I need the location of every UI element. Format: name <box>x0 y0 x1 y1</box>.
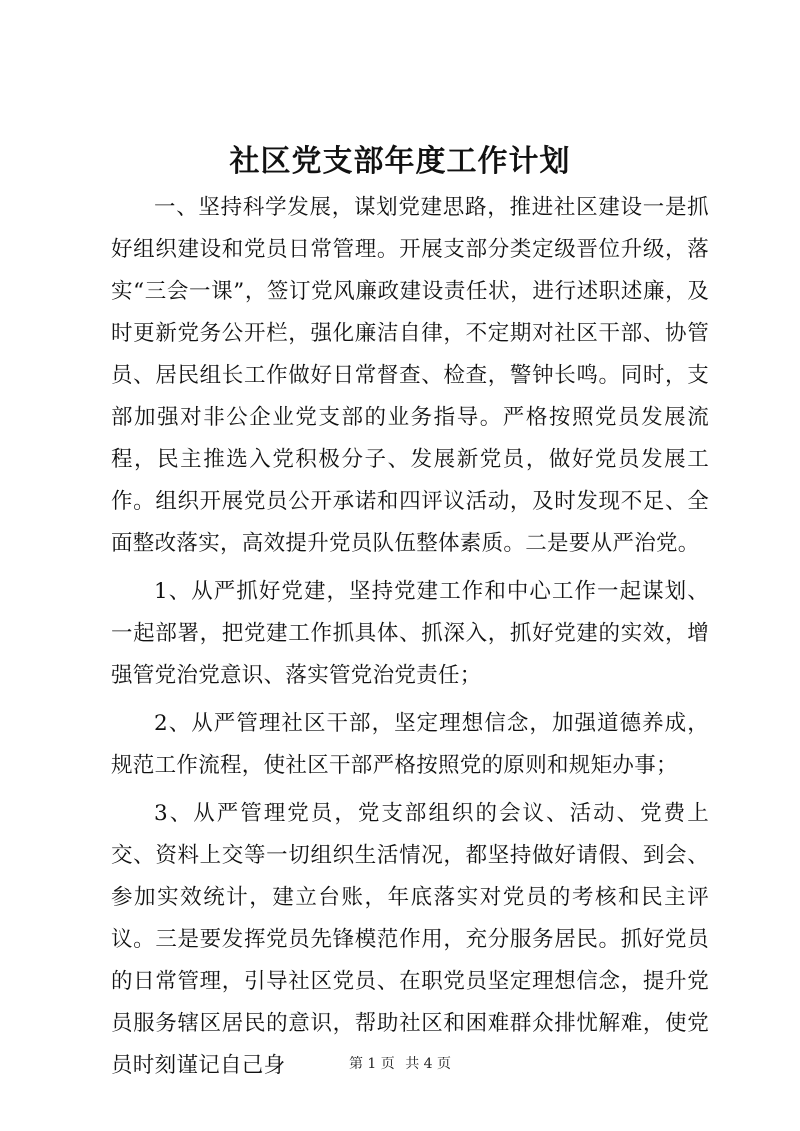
page-total: 共 4 页 <box>405 1056 452 1072</box>
document-body <box>111 187 709 1093</box>
page-footer <box>0 1054 800 1074</box>
page-number: 第 1 页 <box>348 1056 395 1072</box>
paragraph: 一、坚持科学发展，谋划党建思路，推进社区建设一是抓好组织建设和党员日常管理。开展支部分类定级晋位升级，落实“三会一课”，签订党风廉政建设责任状，进行述职述廉，及时更新党务公开栏，强化廉洁自律，不定期对社区干部、协管员、居民组长工作做好日常督查、检查，警钟长鸣。同时，支部加强对非公企业党支部的业务指导。严格按照党员发展流程，民主推选入党积极分子、发展新党员，做好党员发展工作。组织开展党员公开承诺和四评议活动，及时发现不足、全面整改落实，高效提升党员队伍整体素质。二是要从严治党。 <box>111 195 709 556</box>
paragraph: 3、从严管理党员，党支部组织的会议、活动、党费上交、资料上交等一切组织生活情况，都坚持做好请假、到会、参加实效统计，建立台账，年底落实对党员的考核和民主评议。三是要发挥党员先锋模范作用，充分服务居民。抓好党员的日常管理，引导社区党员、在职党员坚定理想信念，提升党员服务辖区居民的意识，帮助社区和困难群众排忧解难，使党员时刻谨记自己身 <box>111 801 709 1078</box>
paragraph: 1、从严抓好党建，坚持党建工作和中心工作一起谋划、一起部署，把党建工作抓具体、抓深入，抓好党建的实效，增强管党治党意识、落实管党治党责任； <box>111 579 709 688</box>
paragraph: 2、从严管理社区干部，坚定理想信念，加强道德养成，规范工作流程，使社区干部严格按照党的原则和规矩办事； <box>111 711 709 778</box>
document-title: 社区党支部年度工作计划 <box>229 144 571 179</box>
